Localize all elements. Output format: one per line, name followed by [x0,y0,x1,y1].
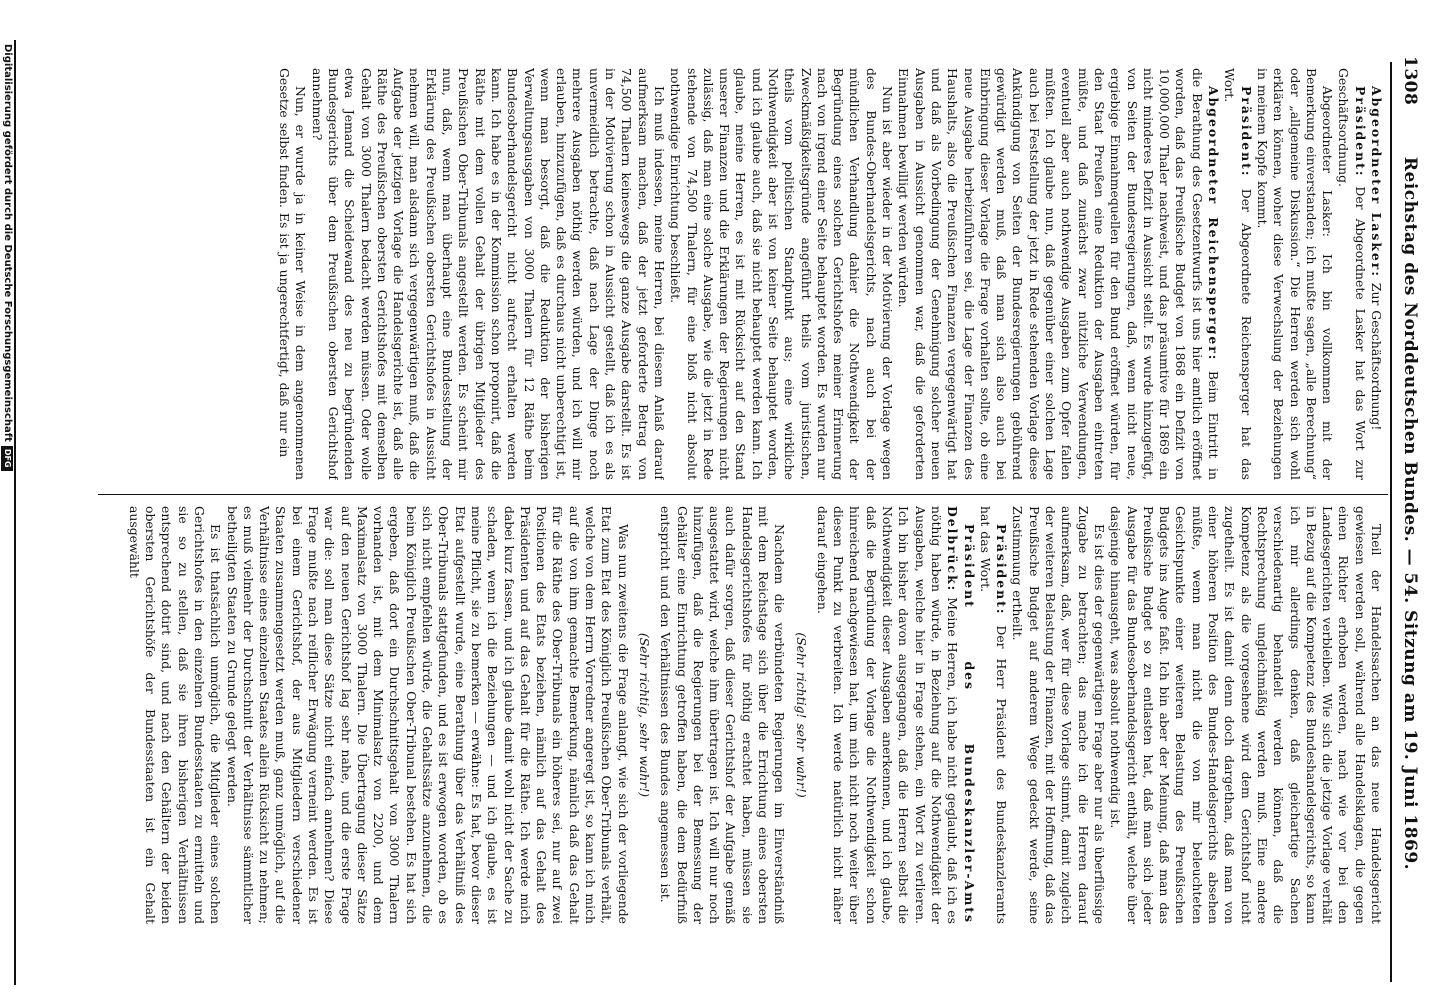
right-column [84,506,1384,924]
paragraph: Theil der Handelssachen an das neue Handelsgericht gewiesen werden soll, während alle Handelsklagen, die gegen einen Richter erhoben werden, nach wie vor bei den Landesgerichten verbleiben. Wie sich die jetzige Vorlage verhält in Bezug auf die Kompetenz des Bundeshandelsgerichts, so kann ich mir allerdings denken, daß gleichartige Sachen verschiedenartig behandelt werden können, daß die Rechtsprechung ungleichmäßig werden muß. Eine andere Kompetenz als die vorgesehene wird dem Gerichtshof nicht zugetheilt. Es ist damit denn doch dargethan, daß man von einer höheren Position des Bundes-Handelsgerichts absehen müßte, wenn man nicht die von mir beleuchteten Gesichtspunkte einer weiteren Belastung des Preußischen Budgets ins Auge faßt. Ich bin aber der Meinung, daß man das Preußische Budget so zu entlasten hat, daß man sich jeder Ausgabe für das Bundesoberhandelsgericht enthält, welche über dasjenige hinausgeht, was absolut nothwendig ist. [1108,506,1384,924]
paragraph: Es ist dies der gegenwärtigen Frage aber nur als überflüssige Zugabe zu betrachten; das mache ich die Herren darauf aufmerksam, daß, wer für diese Vorlage stimmt, damit zugleich der weiteren Belastung der Finanzen, mit der Hoffnung, daß das Preußische Budget auf anderem Wege gedeckt werde, seine Zustimmung ertheilt. [1010,506,1107,924]
speaker-name: Abgeordneter Lasker: [1369,86,1384,278]
paragraph: Es ist thatsächlich unmöglich, die Mitglieder eines solchen Gerichtshofes in den einzelnen Bundesstaaten zu ermitteln und sie so zu stellen, daß sie ihren bisherigen Verhältnissen entsprechend dotirt sind, und nach den Gehältern der beiden obersten Gerichtshöfe der Bundesstaaten ist ein Gehalt ausgewählt [126,506,224,924]
interjection: (Sehr richtig, sehr wahr!) [636,632,652,798]
page-header [1394,56,1424,971]
paragraph [895,68,1221,480]
paragraph: Nachdem die verbündeten Regierungen im Einverständniß mit dem Reichstage sich über die Errichtung eines obersten Handelsgerichtshofes für nöthig erachtet haben, müssen sie auch dafür sorgen, daß dieser Gerichtshof der Aufgabe gemäß ausgestattet wird, welche ihm übertragen ist. Ich will nur noch hinzufügen, daß die Regierungen bei der Bemessung der Gehälter eine Einrichtung getroffen haben, die dem Bedürfniß entspricht und den Verhältnissen des Bundes angemessen ist. [658,506,788,924]
paragraph [1221,68,1254,480]
paragraph: Ich muß indessen, meine Herren, bei diesem Anlaß darauf aufmerksam machen, daß der jetzt geforderte Betrag von 74,500 Thalern keineswegs die ganze Ausgabe darstellt. Es ist in der Motivierung schon in Aussicht gestellt, daß ich es als unvermeidlich betrachte, daß nach Lage der Dinge noch mehrere Ausgaben nöthig werden würden, und ich will mir erlauben, hinzuzufügen, daß es durchaus nicht unberechtigt ist, wenn man besorgt, daß die Reduktion der bisherigen Verwaltungsausgaben von 3000 Thalern für 12 Räthe beim Bundesoberhandelsgericht nicht aufrecht erhalten werden kann. Ich habe es in der Kommission schon proponirt, daß die Räthe mit dem vollen Gehalt der übrigen Mitglieder des Preußischen Ober-Tribunals angestellt werden. Es scheint mir nun, daß, wenn man überhaupt eine Bundesstellung der Erklärung des Preußischen obersten Gerichtshofes in Aussicht nehmen will, man alsdann sich vergegenwärtigen muß, daß die Aufgabe der jetzigen Vorlage die Handelsgerichte ist, daß alle Räthe des Preußischen obersten Gerichtshofes mit demselben Gehalt von 3000 Thalern bedacht werden müssen. Oder wolle etwa Jemand die Scheidewand des neu zu begründenden Bundesgerichts über dem Preußischen obersten Gerichtshof annehmen? [309,68,667,480]
credit-text: Digitalisierung gefördert durch die Deutsche Forschungsgemeinschaft [2,44,13,442]
page-title: Reichstag des Norddeutschen Bundes. — 54. Sitzung am 19. Juni 1869. [1400,156,1420,871]
header-rule [1390,62,1392,982]
paragraph [1368,68,1384,480]
speech-text: Zur Geschäftsordnung! [1369,277,1384,431]
paragraph: Nun ist aber wieder in der Motivierung der Vorlage wegen des Bundes-Oberhandelsgerichts, nach auch bei der mündlichen Verhandlung dahier die Nothwendigkeit der Begründung eines solchen Gerichtshofes meiner Erinnerung nach von irgend einer Seite behauptet worden. Es wurden nur Zweckmäßigkeitsgründe angeführt theils vom juristischen, theils vom politischen Standpunkt aus; eine wirkliche Nothwendigkeit aber ist von keiner Seite behauptet worden, und ich glaube auch, daß sie nicht behauptet werden kann. Ich glaube, meine Herren, es ist mit Rücksicht auf den Stand unserer Finanzen und die Erklärungen der Regierungen nicht zulässig, daß man eine solche Ausgabe, wie die jetzt in Rede stehende von 74,500 Thalern, für eine bloß nicht absolut nothwendige Einrichtung beschließt. [668,68,896,480]
paragraph: Abgeordneter Lasker: Ich bin vollkommen mit der Bemerkung einverstanden; ich mußte sagen, „alle Berechnung“ oder „allgemeine Diskussion.“ Die Herren werden sich wohl erklären können, woher diese Verwechslung der Beziehungen in meinem Kopfe kommt. [1254,68,1336,480]
speech-text: Der Herr Präsident des Bundeskanzleramts hat das Wort. [977,506,1010,924]
column-divider [98,494,1388,495]
speech-text: Der Abgeordnete Lasker hat das Wort zur Geschäftsordnung. [1336,68,1368,480]
footer-rule [14,40,16,985]
speaker-name: Abgeordneter Reichensperger: [1206,86,1222,362]
speech-text: Der Abgeordnete Reichensperger hat das Wort. [1222,68,1254,480]
digitization-credit [0,0,13,1000]
paragraph [814,506,977,924]
speaker-name: Präsident des Bundeskanzler-Amts Delbrück: [945,506,977,924]
paragraph: Nun, er wurde ja in keiner Weise in dem angenommenen Gesetze selbst finden. Es ist ja ungerechtfertigt, daß nur ein [277,68,309,480]
speaker-name: Präsident: [1352,86,1368,178]
page-number: 1308 [1400,56,1420,106]
speech-text: Beim Eintritt in die Berathung des Gesetzentwurfs ist uns hier amtlich eröffnet worden, daß das Preußische Budget von 1868 ein Defizit von 10,000,000 Thaler nachweist, und das präsumtive für 1869 ein nicht minderes Defizit in Aussicht stellt. Es wurde hinzugefügt, von Seiten der Bundesregierungen, daß, wenn nicht neue, ergiebige Einnahmequellen für den Bund eröffnet würden, für den Staat Preußen eine Reduktion der Ausgaben eintreten müßte, und daß zunächst zwar nützliche Verwendungen, eventuell aber auch nothwendige Ausgaben zum Opfer fallen müßten. Ich glaube nun, daß gegenüber einer solchen Lage auch bei Feststellung der jetzt in Rede stehenden Vorlage diese Ankündigung von Seiten der Bundesregierungen gebührend gewürdigt werden muß, daß man sich also auch bei Einbringung dieser Vorlage die Frage vorhalten sollte, ob eine neue Ausgabe herbeizuführen sei, die Lage der Finanzen des Haushalts, also die Preußischen Finanzen vergegenwärtigt hat und daß als Vorbedingung der Genehmigung solcher neuen Ausgaben in Aussicht genommen war, daß die geforderten Einnahmen bewilligt werden würden. [896,68,1222,480]
speech-text: Meine Herren, ich habe nicht geglaubt, daß ich es nöthig haben würde, in Beziehung auf die Nothwendigkeit der Ausgaben, welche hier in Frage stehen, ein Wort zu verlieren. Ich bin bisher davon ausgegangen, daß die Herren selbst die Nothwendigkeit dieser Ausgaben anerkennen, und ich glaube, daß die Begründung der Vorlage die Nothwendigkeit schon hinreichend nachgewiesen hat, um mich nicht noch weiter über diesen Punkt zu verbreiten. Ich werde natürlich nicht näher darauf eingehen. [814,506,961,924]
left-column [84,68,1384,480]
speaker-name: Präsident: [994,524,1010,616]
dfg-logo: DFG [1,446,13,471]
speaker-name: Präsident: [1238,86,1254,178]
paragraph [1335,68,1368,480]
paragraph [977,506,1010,924]
interjection: (Sehr richtig! sehr wahr!) [793,632,809,798]
paragraph: Was nun zweitens die Frage anlangt, wie sich der vorliegende Etat zum Etat des Königlich Preußischen Ober-Tribunals verhält, welche von dem Herrn Vorredner angeregt ist, so kann ich mich auf die von ihm gemachte Bemerkung, nämlich daß das Gehalt für die Räthe des Ober-Tribunals ein höheres sei, nur auf zwei Positionen des Etats beziehen, nämlich auf das Gehalt des Präsidenten und auf das Gehalt für die Räthe. Ich werde mich dabei kurz fassen, und ich glaube damit wohl nicht der Sache zu schaden, wenn ich die Beziehungen — und ich glaube, es ist meine Pflicht, sie zu bemerken — erwähne: Es hat, bevor dieser Etat aufgestellt wurde, eine Berathung über das Verhältniß des Ober-Tribunals stattgefunden, und es ist erwogen worden, ob es sich nicht empfehlen würde, die Gehaltssätze anzunehmen, die beim Königlich Preußischen Ober-Tribunal bestehen. Es hat sich ergeben, daß dort ein Durchschnittsgehalt von 3000 Thalern vorhanden ist, mit dem Minimalsatz von 2200, und dem Maximalsatz von 3000 Thalern. Die Übertragung dieser Sätze auf den neuen Gerichtshof lag sehr nahe, und die erste Frage war die: soll man diese Sätze nicht einfach annehmen? Diese Frage mußte nach reiflicher Erwägung verneint werden. Es ist bei einem Gerichtshof, der aus Mitgliedern verschiedener Staaten zusammengesetzt werden muß, ganz unmöglich, auf die Verhältnisse eines einzelnen Staates allein Rücksicht zu nehmen; es muß vielmehr der Durchschnitt der Verhältnisse sämmtlicher betheiligten Staaten zu Grunde gelegt werden. [224,506,631,924]
